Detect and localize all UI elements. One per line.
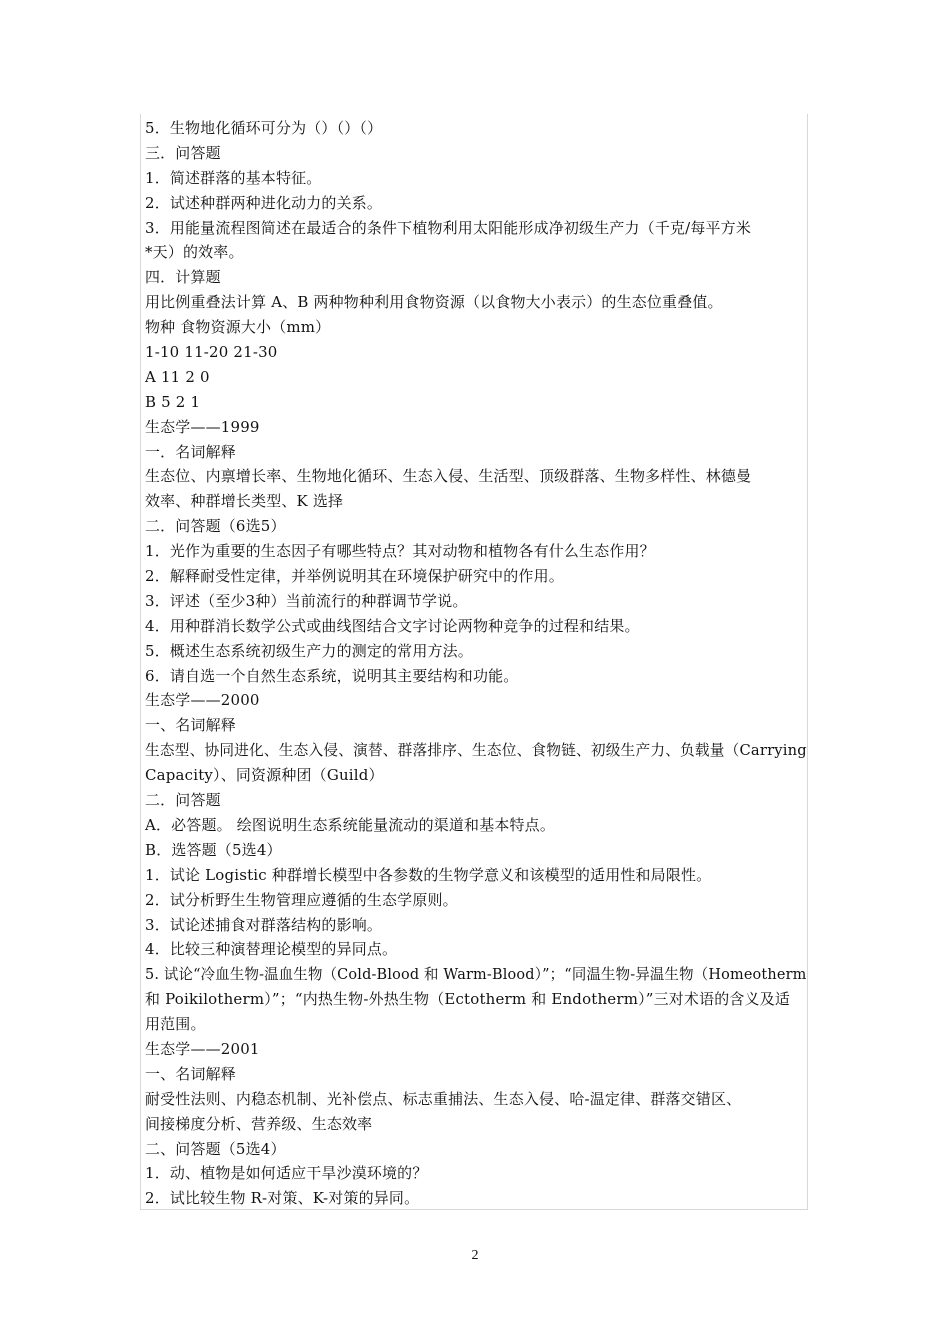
text-line: 3．试论述捕食对群落结构的影响。 xyxy=(145,915,383,934)
text-line: Capacity）、同资源种团（Guild） xyxy=(145,766,384,785)
text-line: A．必答题。 绘图说明生态系统能量流动的渠道和基本特点。 xyxy=(145,815,555,834)
section-heading: 三．问答题 xyxy=(145,143,221,162)
text-line: 间接梯度分析、营养级、生态效率 xyxy=(145,1114,373,1133)
section-heading: 二、问答题（5选4） xyxy=(145,1139,286,1158)
text-line: 1-10 11-20 21-30 xyxy=(145,343,278,362)
text-line: 耐受性法则、内稳态机制、光补偿点、标志重捕法、生态入侵、哈-温定律、群落交错区、 xyxy=(145,1089,742,1108)
text-line: 2．试比较生物 R-对策、K-对策的异同。 xyxy=(145,1189,420,1208)
document-body xyxy=(145,116,809,1211)
section-heading: 一．名词解释 xyxy=(145,442,236,461)
exam-title: 生态学——1999 xyxy=(145,417,260,436)
text-line: 2．试述种群两种进化动力的关系。 xyxy=(145,193,383,212)
text-line: 4．用种群消长数学公式或曲线图结合文字讨论两物种竞争的过程和结果。 xyxy=(145,616,640,635)
section-heading: 二．问答题 xyxy=(145,791,221,810)
text-line: 1．光作为重要的生态因子有哪些特点？其对动物和植物各有什么生态作用？ xyxy=(145,542,655,561)
text-line: 2．解释耐受性定律，并举例说明其在环境保护研究中的作用。 xyxy=(145,567,564,586)
text-line: 5．生物地化循环可分为（）（）（） xyxy=(145,119,383,137)
section-heading: 一、名词解释 xyxy=(145,1064,236,1083)
text-line: 1．试论 Logistic 种群增长模型中各参数的生物学意义和该模型的适用性和局限性。 xyxy=(145,865,712,884)
text-line: B．选答题（5选4） xyxy=(145,840,282,859)
exam-title: 生态学——2000 xyxy=(145,691,260,710)
text-line: 5．概述生态系统初级生产力的测定的常用方法。 xyxy=(145,641,473,660)
section-heading: 二．问答题（6选5） xyxy=(145,517,286,536)
text-line: 3．评述（至少3种）当前流行的种群调节学说。 xyxy=(145,591,468,610)
exam-title: 生态学——2001 xyxy=(145,1039,260,1058)
text-line: 和 Poikilotherm）”；“内热生物-外热生物（Ectotherm 和 Endotherm）”三对术语的含义及适 xyxy=(145,990,791,1009)
text-line: 1．动、植物是如何适应干旱沙漠环境的？ xyxy=(145,1164,428,1183)
text-line: 5. 试论“冷血生物-温血生物（Cold-Blood 和 Warm-Blood）”；“同温生物-异温生物（Homeotherm xyxy=(145,965,807,984)
text-line: 4．比较三种演替理论模型的异同点。 xyxy=(145,940,398,959)
text-line: 生态型、协同进化、生态入侵、演替、群落排序、生态位、食物链、初级生产力、负载量（Carrying xyxy=(145,741,807,760)
text-line: 6．请自选一个自然生态系统，说明其主要结构和功能。 xyxy=(145,666,519,685)
text-line: 3．用能量流程图简述在最适合的条件下植物利用太阳能形成净初级生产力（千克/每平方米 xyxy=(145,218,751,237)
text-line: 用范围。 xyxy=(145,1015,206,1034)
text-line: 生态位、内禀增长率、生物地化循环、生态入侵、生活型、顶级群落、生物多样性、林德曼 xyxy=(145,467,752,486)
text-line: B 5 2 1 xyxy=(145,392,201,411)
text-line: 1．简述群落的基本特征。 xyxy=(145,168,322,187)
text-line: 用比例重叠法计算 A、B 两种物种利用食物资源（以食物大小表示）的生态位重叠值。 xyxy=(145,293,723,312)
section-heading: 一、名词解释 xyxy=(145,716,236,735)
text-line: *天）的效率。 xyxy=(145,243,244,262)
text-line: 效率、种群增长类型、K 选择 xyxy=(145,492,344,511)
text-line: A 11 2 0 xyxy=(145,367,210,386)
text-line: 2．试分析野生生物管理应遵循的生态学原则。 xyxy=(145,890,458,909)
page-number: 2 xyxy=(471,1248,479,1263)
section-heading: 四．计算题 xyxy=(145,268,221,287)
text-line: 物种 食物资源大小（mm） xyxy=(145,318,331,337)
